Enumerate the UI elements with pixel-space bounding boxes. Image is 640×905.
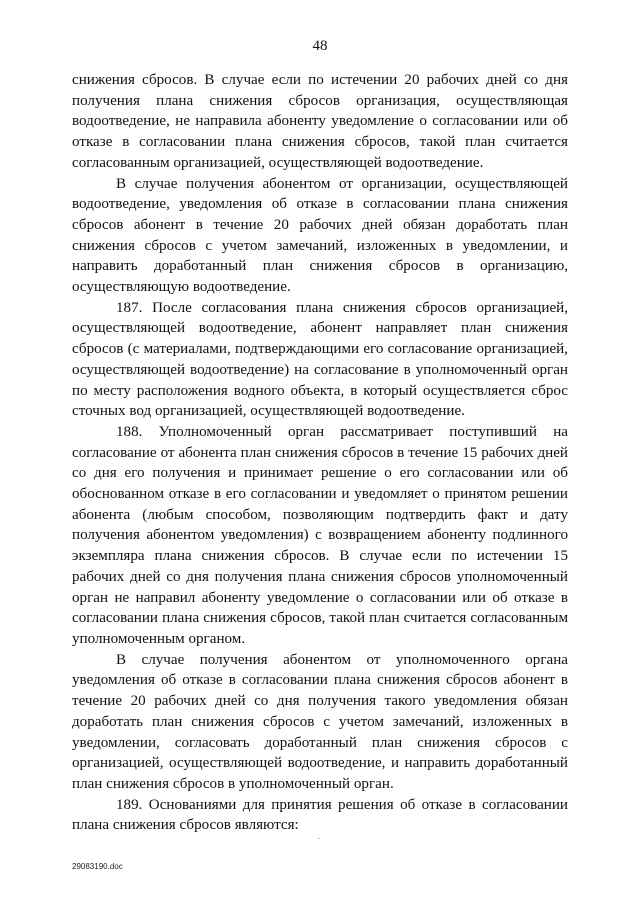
paragraph-187: 187. После согласования плана снижения сбросов организацией, осуществляющей водоотведение, абонент направляет план снижения сбросов (с материалами, подтверждающими его согласование организацией, осуществляющей водоотведение) на согласование в уполномоченный орган по месту расположения водного объекта, в который осуществляется сброс сточных вод организацией, осуществляющей водоотведение. — [72, 299, 568, 420]
paragraph-continuation: снижения сбросов. В случае если по истечении 20 рабочих дней со дня получения плана снижения сбросов организация, осуществляющая водоотведение, не направила абоненту уведомление о согласовании или об отказе в согласовании плана снижения сбросов, такой план считается согласованным организацией, осуществляющей водоотведение. — [72, 72, 568, 171]
paragraph-refusal-notice: В случае получения абонентом от организации, осуществляющей водоотведение, уведомления об отказе в согласовании плана снижения сбросов абонент в течение 20 рабочих дней обязан доработать план снижения сбросов с учетом замечаний, изложенных в уведомлении, и направить доработанный план снижения сбросов в организацию, осуществляющую водоотведение. — [72, 175, 568, 296]
paragraph-188: 188. Уполномоченный орган рассматривает поступивший на согласование от абонента план снижения сбросов в течение 15 рабочих дней со дня его получения и принимает решение о его согласовании или об обоснованном отказе в его согласовании и уведомляет о принятом решении абонента (любым способом, позволяющим подтвердить факт и дату получения абонентом уведомления) с возвращением абоненту подлинного экземпляра плана снижения сбросов. В случае если по истечении 15 рабочих дней со дня получения плана снижения сбросов уполномоченный орган не направил абоненту уведомление о согласовании или об отказе в согласовании плана снижения сбросов, такой план считается согласованным уполномоченным органом. — [72, 423, 568, 647]
page-number: 48 — [312, 38, 328, 54]
document-body — [72, 70, 568, 836]
file-name-footer: 29083190.doc — [72, 862, 123, 871]
paragraph-authority-refusal: В случае получения абонентом от уполномоченного органа уведомления об отказе в согласовании плана снижения сбросов абонент в течение 20 рабочих дней со дня получения такого уведомления обязан доработать план снижения сбросов с учетом замечаний, изложенных в уведомлении, согласовать доработанный план снижения сбросов с организацией, осуществляющей водоотведение, и направить доработанный план снижения сбросов в уполномоченный орган. — [72, 651, 568, 792]
paragraph-189: 189. Основаниями для принятия решения об отказе в согласовании плана снижения сбросов являются: — [72, 796, 568, 834]
page-mark: . — [318, 832, 320, 841]
